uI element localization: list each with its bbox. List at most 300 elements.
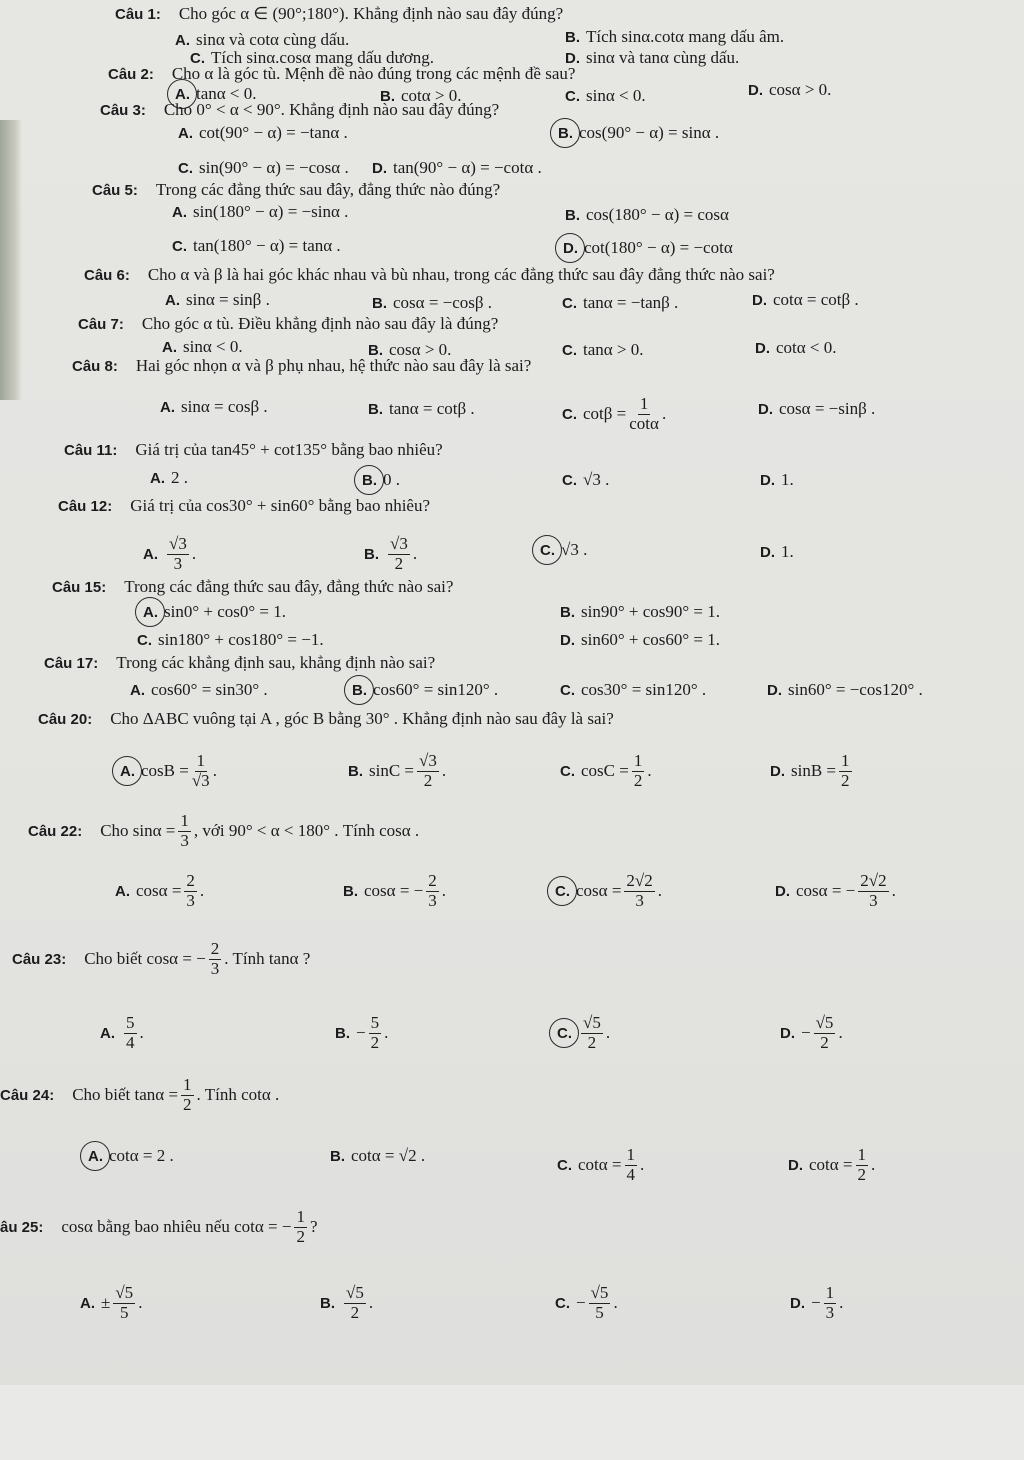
option-letter <box>165 292 180 309</box>
text-segment: cotα = 2 . <box>109 1146 174 1165</box>
option-letter-text: D. <box>755 339 770 357</box>
handwritten-circle-mark <box>344 675 374 705</box>
option-letter-text: C. <box>137 631 152 649</box>
option-letter <box>335 1025 350 1042</box>
answer-option-b[interactable] <box>565 27 784 47</box>
text-segment: − <box>576 1293 586 1313</box>
fraction-denominator: 3 <box>869 890 878 910</box>
option-letter-text: D. <box>748 81 763 99</box>
answer-option-c[interactable] <box>555 872 662 910</box>
answer-option-a[interactable] <box>88 1146 174 1166</box>
option-letter-text: D. <box>760 471 775 489</box>
answer-option-b[interactable] <box>364 535 417 573</box>
answer-option-c[interactable] <box>562 470 609 490</box>
fraction-numerator: 2 <box>428 871 437 890</box>
option-letter <box>172 238 187 255</box>
text-segment: cotα = cotβ . <box>773 290 859 309</box>
text-segment: Cho α là góc tù. Mệnh đề nào đúng trong các mệnh đề sau? <box>171 64 576 83</box>
option-letter-text: D. <box>760 543 775 561</box>
fraction <box>124 1014 137 1052</box>
text-segment: − <box>811 1293 821 1313</box>
option-letter <box>565 88 580 105</box>
fraction-denominator: cotα <box>629 413 659 433</box>
option-letter <box>565 207 580 224</box>
fraction-numerator: 1 <box>841 751 850 770</box>
option-letter <box>320 1295 335 1312</box>
answer-option-d[interactable] <box>560 630 720 650</box>
answer-option-a[interactable] <box>100 1014 144 1052</box>
text-segment: cos60° = sin120° . <box>373 680 499 699</box>
option-letter <box>143 604 158 621</box>
question-11 <box>44 653 435 673</box>
question-label: Câu 22: <box>28 822 83 840</box>
option-letter-text: B. <box>364 545 379 563</box>
fraction-denominator: 2 <box>633 770 643 790</box>
text-segment: cosα = <box>576 881 622 901</box>
option-letter-text: C. <box>555 1294 570 1312</box>
answer-option-a[interactable] <box>143 602 286 622</box>
option-letter <box>88 1148 103 1165</box>
option-letter-text: A. <box>150 469 165 487</box>
question-5 <box>84 265 775 285</box>
answer-option-c[interactable] <box>178 158 349 178</box>
answer-option-a[interactable] <box>80 1284 142 1322</box>
option-letter-text: D. <box>775 882 790 900</box>
fraction-numerator: √5 <box>115 1283 134 1302</box>
answer-option-c[interactable] <box>172 236 341 256</box>
text-segment: Giá trị của cos30° + sin60° bằng bao nhiêu? <box>130 496 431 515</box>
answer-option-a[interactable] <box>115 872 204 910</box>
answer-option-c[interactable] <box>555 1284 618 1322</box>
fraction <box>426 872 439 910</box>
option-letter <box>352 682 367 699</box>
handwritten-circle-mark <box>80 1141 110 1171</box>
text-segment: Tích sinα.cosα mang dấu dương. <box>211 48 434 67</box>
answer-option-a[interactable] <box>150 468 188 488</box>
option-letter-text: C. <box>190 49 205 67</box>
text-segment: sinα = cosβ . <box>181 397 268 416</box>
text-segment: . Tính cotα . <box>196 1085 280 1105</box>
text-segment: . <box>138 1293 143 1313</box>
option-letter-text: C. <box>172 237 187 255</box>
answer-option-c[interactable] <box>562 340 644 360</box>
text-segment: 0 . <box>383 470 400 489</box>
question-14 <box>12 940 310 978</box>
option-letter-text: B. <box>560 603 575 621</box>
text-segment: cotβ = <box>583 404 627 424</box>
fraction <box>589 1284 611 1322</box>
answer-option-d[interactable] <box>770 752 855 790</box>
answer-option-c[interactable] <box>560 752 652 790</box>
option-letter-text: D. <box>560 631 575 649</box>
option-letter <box>175 32 190 49</box>
question-text <box>172 64 576 84</box>
option-letter-text: B. <box>380 87 395 105</box>
fraction-denominator: 2 <box>350 1302 360 1322</box>
fraction <box>824 1284 837 1322</box>
text-segment: cos30° = sin120° . <box>581 680 707 699</box>
question-13 <box>28 812 419 850</box>
question-text <box>124 577 453 597</box>
option-letter <box>115 883 130 900</box>
text-segment: sinC = <box>369 761 415 781</box>
answer-option-b[interactable] <box>348 752 446 790</box>
fraction <box>632 752 645 790</box>
answer-option-a[interactable] <box>175 30 349 50</box>
answer-option-c[interactable] <box>562 395 666 433</box>
option-letter-text: C. <box>565 87 580 105</box>
answer-option-d[interactable] <box>760 470 794 490</box>
option-letter-text: C. <box>562 405 577 423</box>
answer-option-b[interactable] <box>565 205 729 225</box>
option-letter-text: B. <box>320 1294 335 1312</box>
fraction-numerator: √3 <box>169 534 187 553</box>
answer-option-b[interactable] <box>343 872 446 910</box>
text-segment: sinα < 0. <box>183 337 243 356</box>
text-segment: . <box>199 881 205 901</box>
option-letter <box>562 406 577 423</box>
option-letter-text: B. <box>352 681 367 699</box>
fraction-numerator: 5 <box>126 1013 135 1032</box>
handwritten-circle-mark <box>135 597 165 627</box>
fraction <box>625 1146 638 1184</box>
option-letter <box>562 472 577 489</box>
text-segment: cosα = <box>136 881 182 901</box>
option-letter-text: D. <box>565 49 580 67</box>
option-letter <box>172 204 187 221</box>
question-text <box>130 496 430 516</box>
question-text <box>142 314 498 334</box>
option-letter <box>343 883 358 900</box>
text-segment: tanα = cotβ . <box>389 399 475 418</box>
option-letter-text: B. <box>335 1024 350 1042</box>
text-segment: cotα = <box>809 1155 853 1175</box>
option-letter <box>100 1025 115 1042</box>
option-letter <box>80 1295 95 1312</box>
answer-option-c[interactable] <box>560 680 706 700</box>
question-label: Câu 7: <box>78 315 124 333</box>
option-letter <box>372 160 387 177</box>
option-letter-text: C. <box>562 294 577 312</box>
text-segment: tanα = −tanβ . <box>583 293 679 312</box>
question-label: Câu 6: <box>84 266 130 284</box>
text-segment: , với 90° < α < 180° . Tính cosα . <box>193 821 420 841</box>
text-segment: . <box>613 1293 618 1313</box>
fraction-numerator: 1 <box>825 1283 835 1302</box>
text-segment: . <box>139 1023 144 1043</box>
answer-option-d[interactable] <box>748 80 831 100</box>
option-letter <box>748 82 763 99</box>
option-letter-text: A. <box>162 338 177 356</box>
fraction <box>113 1284 135 1322</box>
option-letter-text: B. <box>565 206 580 224</box>
option-letter <box>563 240 578 257</box>
text-segment: . Tính tanα ? <box>224 949 311 969</box>
option-letter-text: C. <box>562 341 577 359</box>
option-letter-text: C. <box>557 1156 572 1174</box>
option-letter-text: A. <box>120 762 135 780</box>
text-segment: Cho α và β là hai góc khác nhau và bù nhau, trong các đẳng thức sau đây đẳng thức nào sai? <box>147 265 775 284</box>
text-segment: cosα > 0. <box>389 340 452 359</box>
text-segment: sinα và cotα cùng dấu. <box>196 30 350 49</box>
question-text <box>100 812 419 850</box>
option-letter-text: A. <box>160 398 175 416</box>
text-segment: . <box>839 1293 844 1313</box>
answer-option-d[interactable] <box>755 338 837 358</box>
text-segment: cos(90° − α) = sinα . <box>579 123 720 142</box>
option-letter <box>555 1295 570 1312</box>
text-segment: Cho 0° < α < 90°. Khẳng định nào sau đây đúng? <box>163 100 500 119</box>
question-text <box>116 653 435 673</box>
text-segment: Trong các khẳng định sau, khẳng định nào sai? <box>116 653 436 672</box>
question-3 <box>100 100 499 120</box>
question-label: Câu 24: <box>0 1086 55 1104</box>
answer-option-a[interactable] <box>165 290 270 310</box>
text-segment: tanα < 0. <box>196 84 257 103</box>
handwritten-circle-mark <box>555 233 585 263</box>
option-letter-text: C. <box>178 159 193 177</box>
answer-option-b[interactable] <box>352 680 498 700</box>
answer-option-d[interactable] <box>758 399 875 419</box>
fraction-denominator: 2 <box>587 1032 597 1052</box>
question-text <box>156 180 500 200</box>
question-6 <box>78 314 498 334</box>
fraction-numerator: 2 <box>186 871 195 890</box>
answer-option-d[interactable] <box>788 1146 875 1184</box>
answer-option-c[interactable] <box>137 630 324 650</box>
answer-option-d[interactable] <box>760 542 794 562</box>
option-letter <box>160 399 175 416</box>
text-segment: Cho sinα = <box>100 821 176 841</box>
option-letter-text: C. <box>560 762 575 780</box>
fraction-numerator: 1 <box>633 751 643 770</box>
text-segment: sin(180° − α) = −sinα . <box>193 202 349 221</box>
answer-option-d[interactable] <box>767 680 923 700</box>
text-segment: Giá trị của tan45° + cot135° bằng bao nhiêu? <box>135 440 443 459</box>
answer-option-b[interactable] <box>330 1146 425 1166</box>
fraction-numerator: 2√2 <box>860 871 887 890</box>
option-letter <box>178 125 193 142</box>
text-segment: . <box>891 881 896 901</box>
answer-option-d[interactable] <box>775 872 896 910</box>
fraction-denominator: 2 <box>370 1032 380 1052</box>
question-7 <box>72 356 531 376</box>
text-segment: . <box>441 761 447 781</box>
fraction-numerator: √5 <box>590 1283 609 1302</box>
fraction <box>388 535 410 573</box>
option-letter-text: A. <box>80 1294 95 1312</box>
handwritten-circle-mark <box>547 876 577 906</box>
option-letter-text: D. <box>563 239 578 257</box>
option-letter-text: A. <box>115 882 130 900</box>
answer-option-a[interactable] <box>120 752 217 790</box>
option-letter-text: A. <box>100 1024 115 1042</box>
question-10 <box>52 577 453 597</box>
handwritten-circle-mark <box>354 465 384 495</box>
handwritten-circle-mark <box>549 1018 579 1048</box>
option-letter <box>770 763 785 780</box>
option-letter <box>755 340 770 357</box>
answer-option-a[interactable] <box>143 535 196 573</box>
option-letter <box>120 763 135 780</box>
fraction-denominator: 2 <box>841 770 850 790</box>
text-segment: . <box>384 1023 389 1043</box>
fraction-denominator: 3 <box>180 830 189 850</box>
text-segment: tanα > 0. <box>583 340 644 359</box>
answer-option-b[interactable] <box>368 399 475 419</box>
option-letter <box>788 1157 803 1174</box>
option-letter <box>348 763 363 780</box>
handwritten-circle-mark <box>112 756 142 786</box>
option-letter <box>362 472 377 489</box>
fraction-numerator: 1 <box>626 1145 636 1164</box>
answer-option-b[interactable] <box>372 293 492 313</box>
fraction-numerator: 1 <box>196 751 206 770</box>
fraction-denominator: 3 <box>210 958 220 978</box>
text-segment: 2 . <box>171 468 188 487</box>
text-segment: cot(90° − α) = −tanα . <box>199 123 348 142</box>
answer-option-a[interactable] <box>130 680 268 700</box>
question-text <box>164 100 499 120</box>
question-12 <box>38 709 614 729</box>
option-letter <box>558 125 573 142</box>
fraction-numerator: 5 <box>370 1013 380 1032</box>
question-label: Câu 5: <box>92 181 138 199</box>
question-16 <box>0 1208 317 1246</box>
question-label: Câu 17: <box>44 654 99 672</box>
answer-option-d[interactable] <box>565 48 739 68</box>
option-letter-text: B. <box>330 1147 345 1165</box>
fraction-numerator: 2 <box>210 939 220 958</box>
handwritten-circle-mark <box>550 118 580 148</box>
option-letter-text: A. <box>175 85 190 103</box>
text-segment: . <box>871 1155 876 1175</box>
fraction-denominator: 4 <box>626 1164 636 1184</box>
answer-option-c[interactable] <box>557 1014 610 1052</box>
text-segment: . <box>661 404 667 424</box>
fraction-denominator: 3 <box>635 890 644 910</box>
option-letter-text: A. <box>130 681 145 699</box>
text-segment: Cho biết cosα = − <box>84 949 206 969</box>
answer-option-b[interactable] <box>362 470 400 490</box>
answer-option-b[interactable] <box>335 1014 388 1052</box>
question-label: âu 25: <box>0 1218 44 1236</box>
option-letter <box>562 342 577 359</box>
answer-option-d[interactable] <box>780 1014 843 1052</box>
fraction <box>814 1014 836 1052</box>
text-segment: 1. <box>781 470 794 489</box>
question-15 <box>0 1076 279 1114</box>
text-segment: . <box>640 1155 645 1175</box>
option-letter <box>560 763 575 780</box>
question-9 <box>58 496 430 516</box>
option-letter <box>760 472 775 489</box>
text-segment: cotα > 0. <box>401 86 462 105</box>
option-letter <box>162 339 177 356</box>
text-segment: . <box>212 761 217 781</box>
question-text <box>84 940 310 978</box>
option-letter <box>562 295 577 312</box>
answer-option-a[interactable] <box>162 337 243 357</box>
text-segment: sin0° + cos0° = 1. <box>164 602 287 621</box>
answer-option-d[interactable] <box>372 158 542 178</box>
answer-option-a[interactable] <box>172 202 348 222</box>
fraction-denominator: 2 <box>820 1032 829 1052</box>
fraction <box>624 872 654 910</box>
option-letter-text: B. <box>565 28 580 46</box>
answer-option-c[interactable] <box>557 1146 644 1184</box>
text-segment: 1. <box>781 542 794 561</box>
answer-option-c[interactable] <box>565 86 646 106</box>
answer-option-c[interactable] <box>540 540 587 560</box>
fraction <box>192 752 210 790</box>
text-segment: ? <box>309 1217 318 1237</box>
text-segment: sin60° + cos60° = 1. <box>581 630 721 649</box>
text-segment: . <box>368 1293 374 1313</box>
fraction <box>417 752 439 790</box>
text-segment: sinα < 0. <box>586 86 646 105</box>
text-segment: cosα = − <box>796 881 856 901</box>
text-segment: Cho ΔABC vuông tại A , góc B bằng 30° . Khẳng định nào sau đây là sai? <box>110 709 614 728</box>
fraction <box>209 940 222 978</box>
option-letter <box>565 29 580 46</box>
option-letter <box>780 1025 795 1042</box>
option-letter-text: C. <box>560 681 575 699</box>
option-letter <box>758 401 773 418</box>
option-letter-text: A. <box>175 31 190 49</box>
option-letter <box>555 883 570 900</box>
fraction-numerator: √3 <box>419 751 437 770</box>
fraction <box>294 1208 307 1246</box>
fraction <box>858 872 888 910</box>
answer-option-d[interactable] <box>563 238 733 258</box>
option-letter-text: B. <box>343 882 358 900</box>
option-letter-text: A. <box>165 291 180 309</box>
option-letter <box>137 632 152 649</box>
fraction <box>581 1014 603 1052</box>
question-4 <box>92 180 500 200</box>
option-letter-text: A. <box>143 545 158 563</box>
option-letter <box>178 160 193 177</box>
option-letter <box>330 1148 345 1165</box>
question-label: Câu 23: <box>12 950 67 968</box>
answer-option-a[interactable] <box>160 397 268 417</box>
text-segment: ± <box>101 1293 111 1313</box>
answer-option-c[interactable] <box>562 293 678 313</box>
option-letter-text: D. <box>758 400 773 418</box>
text-segment: Cho biết tanα = <box>72 1085 179 1105</box>
answer-option-b[interactable] <box>558 123 719 143</box>
answer-option-b[interactable] <box>560 602 720 622</box>
answer-option-a[interactable] <box>178 123 348 143</box>
option-letter <box>560 604 575 621</box>
text-segment: . <box>647 761 652 781</box>
fraction <box>181 1076 194 1114</box>
text-segment: Tích sinα.cotα mang dấu âm. <box>586 27 785 46</box>
question-label: Câu 20: <box>38 710 93 728</box>
fraction-denominator: 2 <box>394 553 404 573</box>
fraction-numerator: √5 <box>583 1013 601 1032</box>
fraction-numerator: 1 <box>639 394 649 413</box>
question-8 <box>64 440 443 460</box>
answer-option-d[interactable] <box>790 1284 843 1322</box>
answer-option-b[interactable] <box>320 1284 373 1322</box>
question-label: Câu 3: <box>100 101 146 119</box>
handwritten-circle-mark <box>532 535 562 565</box>
option-letter-text: A. <box>88 1147 103 1165</box>
answer-option-d[interactable] <box>752 290 859 310</box>
option-letter-text: D. <box>767 681 782 699</box>
